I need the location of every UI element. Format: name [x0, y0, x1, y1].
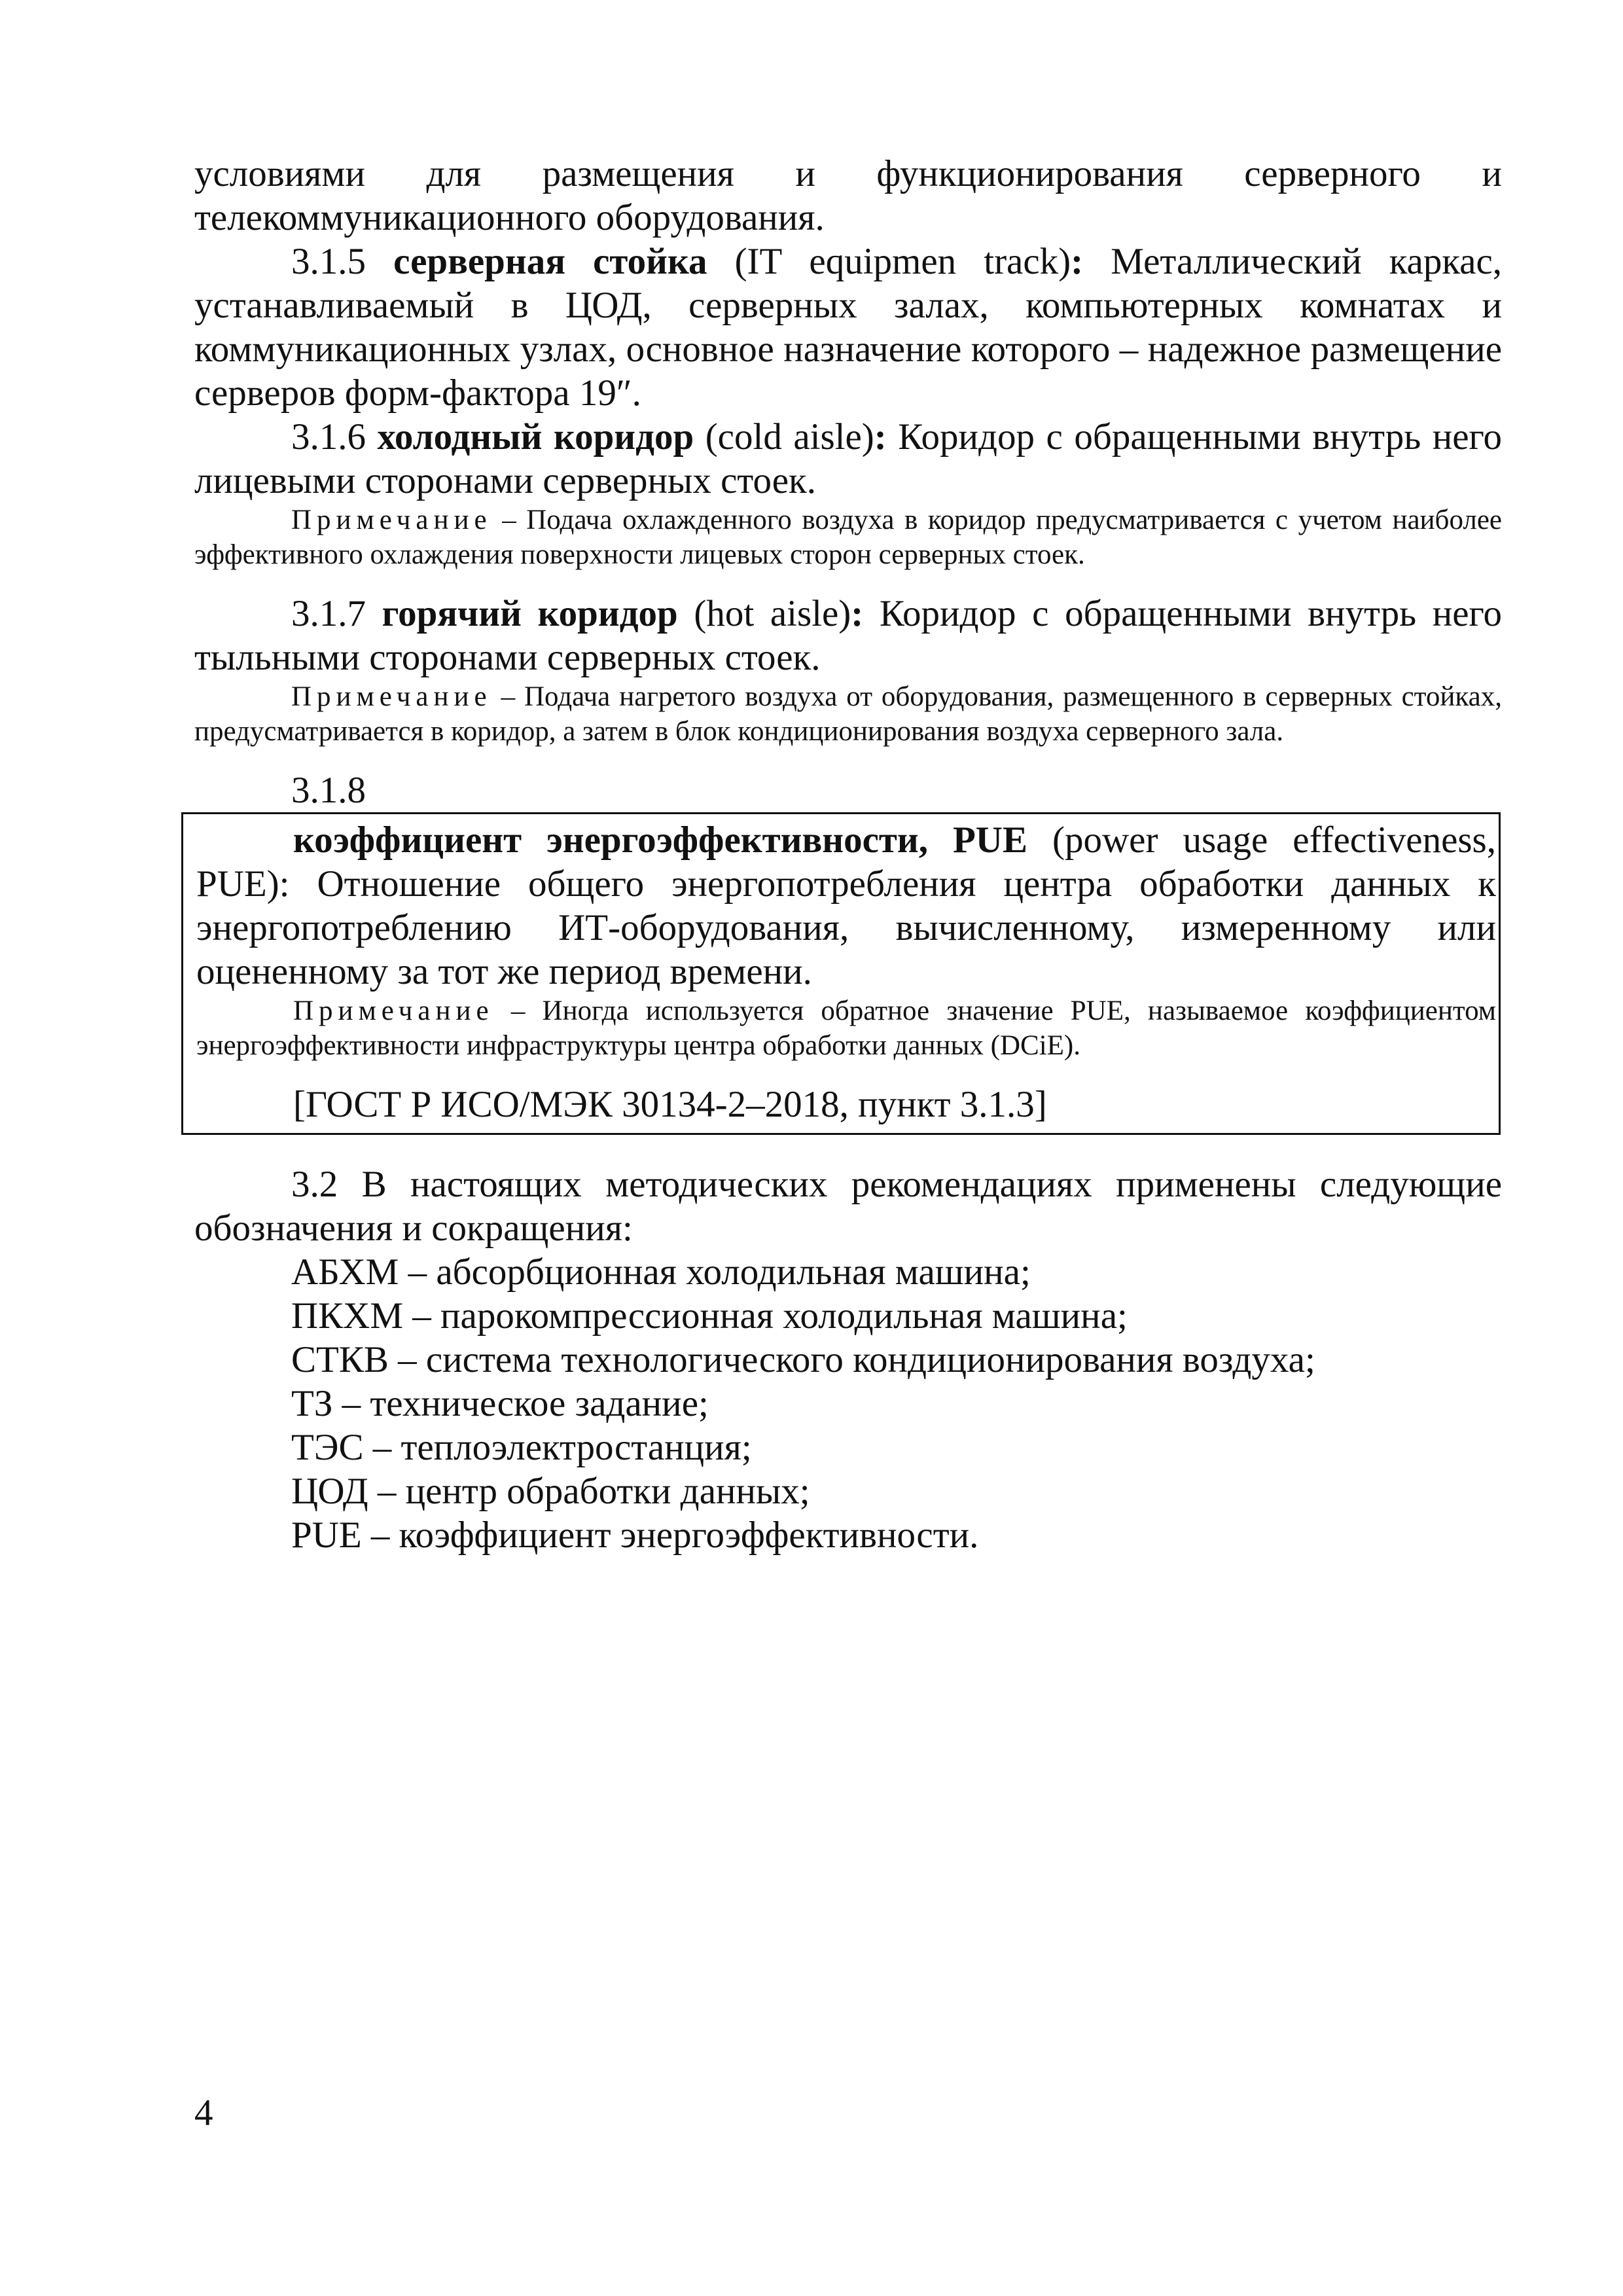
term-number-3-1-8: 3.1.8: [291, 770, 366, 811]
term-definition: Коридор с обращенными внутрь него тыльными сторонами серверных стоек.: [194, 593, 1503, 678]
term-3-1-7: [194, 592, 1502, 679]
abbreviation-item: ТЭС – теплоэлектростанция;: [291, 1427, 752, 1468]
term-english: (power usage effectiveness, PUE):: [196, 819, 1496, 905]
abbreviation-item: СТКВ – система технологического кондиционирования воздуха;: [291, 1339, 1315, 1380]
word: и: [795, 153, 815, 194]
term-number: 3.1.7: [291, 593, 366, 634]
term-english: (IT equipmen track): [734, 241, 1071, 282]
term-3-1-5: [194, 240, 1502, 415]
abbreviation-item: ЦОД – центр обработки данных;: [291, 1471, 810, 1512]
section-3-2-intro: 3.2 В настоящих методических рекомендациях применены следующие обозначения и сокращения:: [194, 1164, 1502, 1249]
abbreviation-item: ТЗ – техническое задание;: [291, 1383, 709, 1424]
continuation-line-2: телекоммуникационного оборудования.: [194, 197, 825, 238]
term-colon: :: [1071, 241, 1084, 282]
page-content: [194, 152, 1502, 1557]
note-3-1-6: [194, 503, 1502, 572]
word: размещения: [542, 153, 734, 194]
note-3-1-8: [196, 994, 1496, 1063]
term-3-1-8: [196, 818, 1496, 994]
note-text: – Подача охлажденного воздуха в коридор предусматривается с учетом наиболее эффективного охлаждения поверхности лицевых сторон серверных стоек.: [194, 505, 1503, 570]
term-title: серверная стойка: [393, 241, 707, 282]
term-3-1-8-box: [181, 812, 1501, 1135]
term-source: [ГОСТ Р ИСО/МЭК 30134-2–2018, пункт 3.1.3]: [293, 1084, 1047, 1125]
term-english: (cold aisle): [705, 416, 874, 457]
term-definition: Металлический каркас, устанавливаемый в ЦОД, серверных залах, компьютерных комнатах и коммуникационных узлах, основное назначение которого – надежное размещение серверов форм-фактора 19″.: [194, 241, 1503, 414]
term-number: 3.1.6: [291, 416, 366, 457]
word: серверного: [1244, 153, 1421, 194]
page-number: 4: [194, 2092, 213, 2134]
term-definition: Коридор с обращенными внутрь него лицевыми сторонами серверных стоек.: [194, 416, 1503, 501]
continuation-line-1: [194, 152, 1502, 196]
term-definition: Отношение общего энергопотребления центра обработки данных к энергопотреблению ИТ-оборудования, вычисленному, измеренному или оцененному за тот же период времени.: [196, 863, 1496, 992]
abbreviation-item: ПКХМ – парокомпрессионная холодильная машина;: [291, 1295, 1128, 1336]
term-title: горячий коридор: [382, 593, 678, 634]
word: функционирования: [876, 153, 1183, 194]
term-colon: :: [874, 416, 887, 457]
abbreviation-item: PUE – коэффициент энергоэффективности.: [291, 1515, 979, 1556]
abbreviation-list: [194, 1250, 1502, 1557]
word: и: [1482, 153, 1502, 194]
term-title: холодный коридор: [377, 416, 694, 457]
note-3-1-7: [194, 679, 1502, 749]
term-colon: :: [851, 593, 864, 634]
note-label: Примечание: [291, 505, 492, 535]
note-text: – Иногда используется обратное значение PUE, называемое коэффициентом энергоэффективности инфраструктуры центра обработки данных (DCiE).: [196, 996, 1496, 1061]
term-english: (hot aisle): [694, 593, 851, 634]
term-title: коэффициент энергоэффективности, PUE: [293, 819, 1027, 861]
word: условиями: [194, 153, 365, 194]
note-label: Примечание: [291, 681, 492, 712]
term-3-1-6: [194, 415, 1502, 503]
continuation-paragraph: [194, 152, 1502, 240]
abbreviation-item: АБХМ – абсорбционная холодильная машина;: [291, 1251, 1031, 1293]
word: для: [426, 153, 482, 194]
term-number: 3.1.5: [291, 241, 366, 282]
note-text: – Подача нагретого воздуха от оборудования, размещенного в серверных стойках, предусматривается в коридор, а затем в блок кондиционирования воздуха серверного зала.: [194, 681, 1502, 747]
note-label: Примечание: [293, 996, 494, 1026]
